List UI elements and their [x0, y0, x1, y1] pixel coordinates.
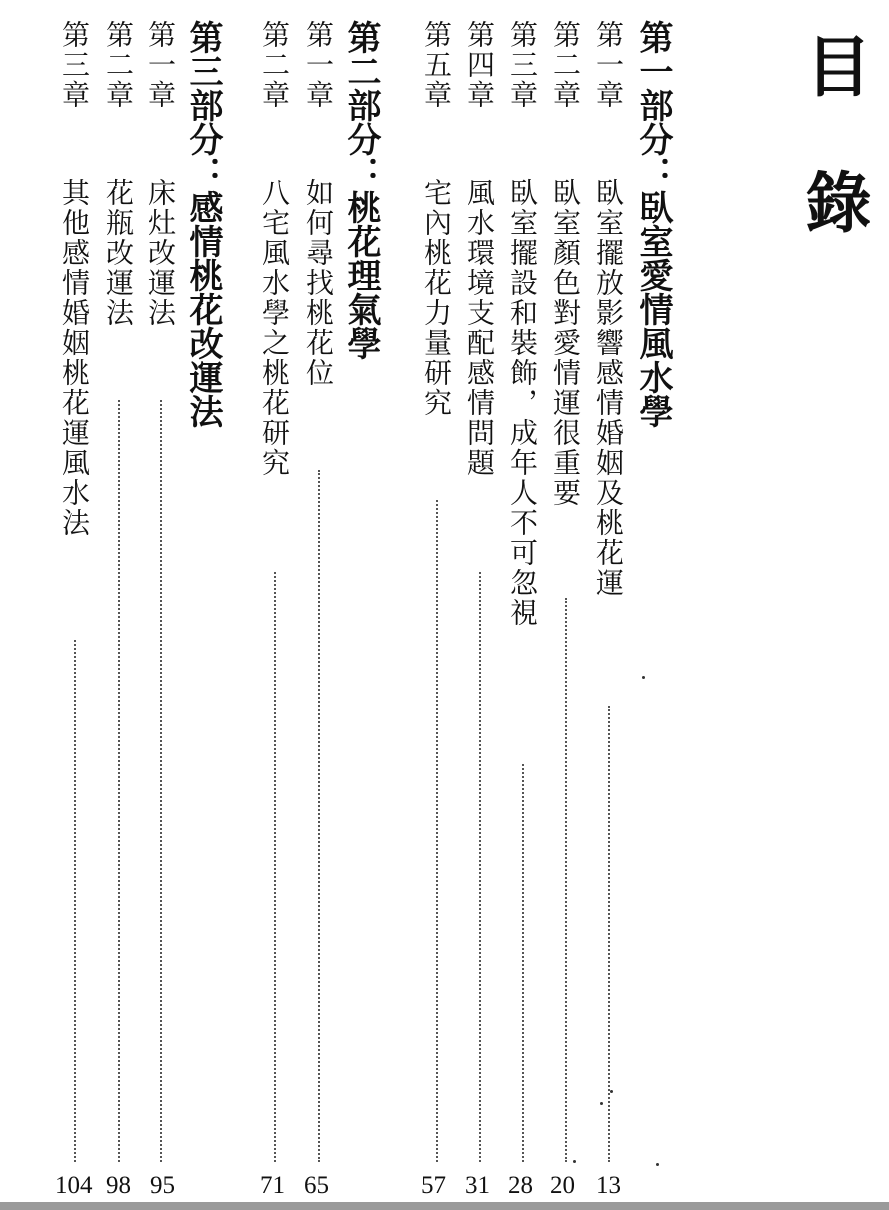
part-2-label: 第二部分：: [341, 20, 381, 190]
chapter-label: 第三章: [58, 20, 91, 110]
part-1-label: 第一部分：: [633, 20, 673, 190]
chapter-label: 第三章: [506, 20, 539, 110]
page-number: 95: [150, 1172, 175, 1199]
page-number: 13: [596, 1172, 621, 1199]
chapter-title: 臥室顏色對愛情運很重要: [549, 178, 582, 508]
part-3-title: 感情桃花改運法: [183, 190, 223, 428]
part-2: [341, 20, 381, 360]
dot-leader: [608, 706, 610, 1162]
chapter-title: 宅內桃花力量研究: [420, 178, 453, 418]
chapter-title: 臥室擺放影響感情婚姻及桃花運: [592, 178, 625, 598]
page-number: 104: [55, 1172, 93, 1199]
dot-leader: [160, 400, 162, 1162]
chapter-title: 床灶改運法: [144, 178, 177, 328]
scan-speck: [656, 1163, 659, 1166]
chapter-title: 花瓶改運法: [102, 178, 135, 328]
toc-entry-4[interactable]: [463, 20, 496, 478]
page-number: 57: [421, 1172, 446, 1199]
page-number: 98: [106, 1172, 131, 1199]
part-1-title: 臥室愛情風水學: [633, 190, 673, 428]
toc-title: 目錄: [794, 32, 872, 304]
scan-speck: [642, 676, 645, 679]
chapter-label: 第四章: [463, 20, 496, 110]
toc-entry-1[interactable]: [592, 20, 625, 598]
scan-speck: [600, 1102, 603, 1105]
scan-speck: [610, 1090, 613, 1093]
chapter-title: 其他感情婚姻桃花運風水法: [58, 178, 91, 538]
toc-entry-2[interactable]: [549, 20, 582, 508]
page-number: 71: [260, 1172, 285, 1199]
dot-leader: [274, 572, 276, 1162]
toc-entry-8[interactable]: [144, 20, 177, 328]
toc-entry-5[interactable]: [420, 20, 453, 418]
chapter-label: 第二章: [549, 20, 582, 110]
toc-entry-6[interactable]: [302, 20, 335, 388]
dot-leader: [479, 572, 481, 1162]
page-number: 31: [465, 1172, 490, 1199]
part-2-title: 桃花理氣學: [341, 190, 381, 360]
chapter-title: 如何尋找桃花位: [302, 178, 335, 388]
chapter-label: 第二章: [102, 20, 135, 110]
dot-leader: [318, 470, 320, 1162]
bottom-edge: [0, 1202, 889, 1210]
scan-speck: [573, 1160, 576, 1163]
part-3: [183, 20, 223, 428]
dot-leader: [74, 640, 76, 1162]
dot-leader: [436, 500, 438, 1162]
chapter-title: 八宅風水學之桃花研究: [258, 178, 291, 478]
dot-leader: [522, 764, 524, 1162]
dot-leader: [565, 598, 567, 1162]
page-number: 28: [508, 1172, 533, 1199]
toc-entry-3[interactable]: [506, 20, 539, 628]
part-1: [633, 20, 673, 428]
toc-entry-7[interactable]: [258, 20, 291, 478]
chapter-label: 第五章: [420, 20, 453, 110]
page-number: 65: [304, 1172, 329, 1199]
toc-entry-10[interactable]: [58, 20, 91, 538]
chapter-label: 第一章: [302, 20, 335, 110]
page-number: 20: [550, 1172, 575, 1199]
chapter-title: 臥室擺設和裝飾，成年人不可忽視: [506, 178, 539, 628]
part-3-label: 第三部分：: [183, 20, 223, 190]
toc-entry-9[interactable]: [102, 20, 135, 328]
chapter-label: 第一章: [592, 20, 625, 110]
dot-leader: [118, 400, 120, 1162]
chapter-title: 風水環境支配感情問題: [463, 178, 496, 478]
chapter-label: 第二章: [258, 20, 291, 110]
chapter-label: 第一章: [144, 20, 177, 110]
